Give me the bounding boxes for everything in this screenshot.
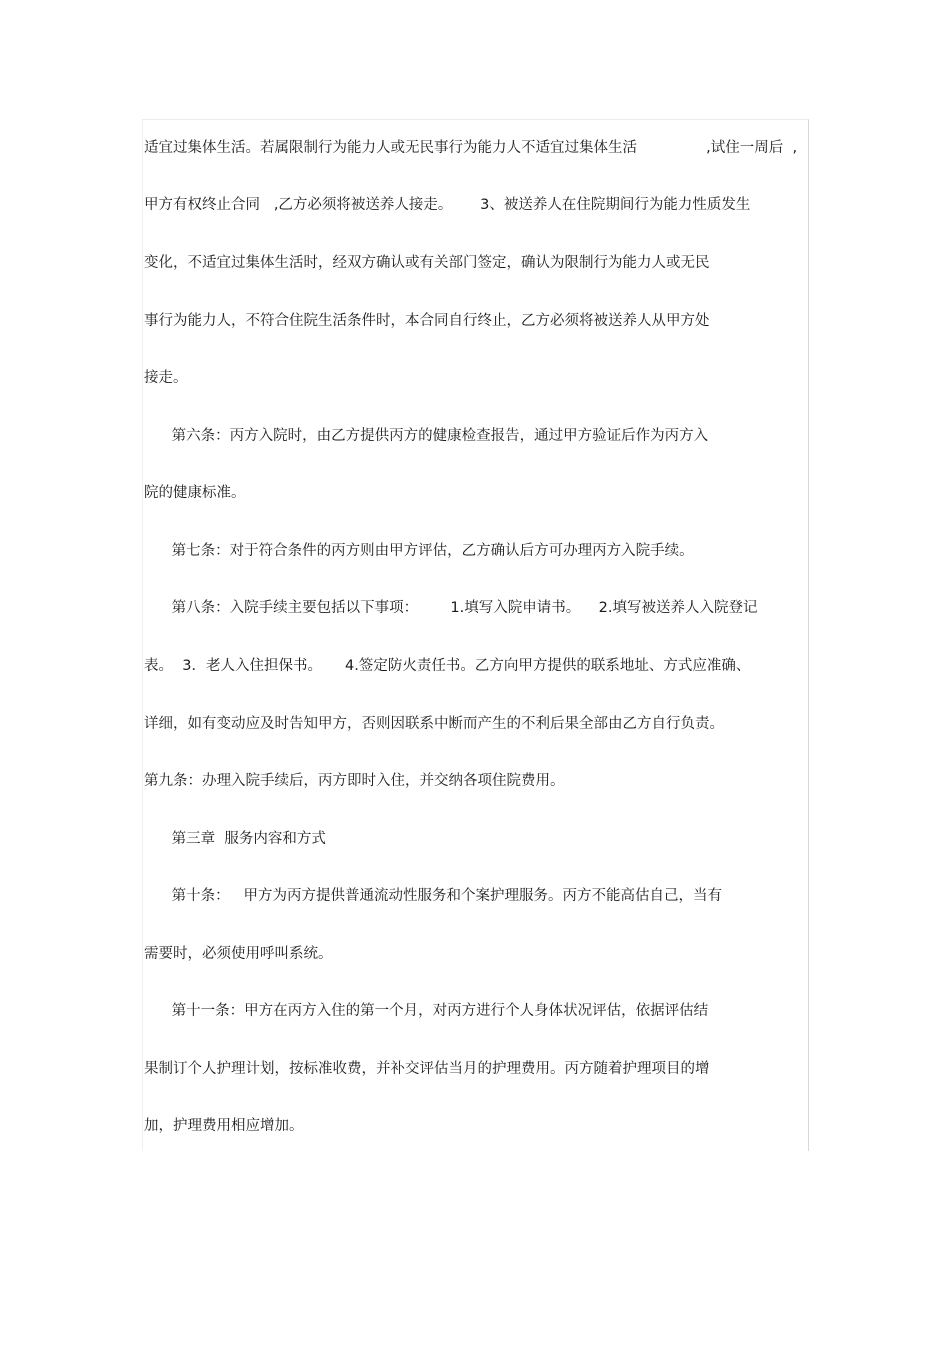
- text-line: 加，护理费用相应增加。: [144, 1118, 304, 1134]
- text-line: 第六条：丙方入院时，由乙方提供丙方的健康检查报告，通过甲方验证后作为丙方入: [144, 428, 709, 444]
- text-line: 详细，如有变动应及时告知甲方，否则因联系中断而产生的不利后果全部由乙方自行负责。: [144, 716, 724, 732]
- text-line: 第七条：对于符合条件的丙方则由甲方评估，乙方确认后方可办理丙方入院手续。: [144, 543, 694, 559]
- text-line: 适宜过集体生活。若属限制行为能力人或无民事行为能力人不适宜过集体生活 ,试住一周后 ,: [144, 140, 798, 156]
- page-frame: [142, 119, 809, 1151]
- text-line: 事行为能力人，不符合住院生活条件时，本合同自行终止，乙方必须将被送养人从甲方处: [144, 313, 710, 329]
- text-line: 第九条：办理入院手续后，丙方即时入住，并交纳各项住院费用。: [144, 773, 565, 789]
- text-line: 变化，不适宜过集体生活时，经双方确认或有关部门签定，确认为限制行为能力人或无民: [144, 255, 710, 271]
- text-line: 接走。: [144, 370, 188, 386]
- text-line: 甲方有权终止合同 ,乙方必须将被送养人接走。 3、被送养人在住院期间行为能力性质发生: [144, 197, 751, 213]
- text-line: 果制订个人护理计划，按标准收费，并补交评估当月的护理费用。丙方随着护理项目的增: [144, 1061, 710, 1077]
- text-line: 表。 3．老人入住担保书。 4.签定防火责任书。乙方向甲方提供的联系地址、方式应准确、: [144, 658, 751, 674]
- text-line: 第十条： 甲方为丙方提供普通流动性服务和个案护理服务。丙方不能高估自己，当有: [144, 888, 722, 904]
- text-line: 需要时，必须使用呼叫系统。: [144, 946, 333, 962]
- text-line: 院的健康标准。: [144, 485, 246, 501]
- text-line: 第八条：入院手续主要包括以下事项： 1.填写入院申请书。 2.填写被送养人入院登记: [144, 600, 758, 616]
- section-heading: 第三章 服务内容和方式: [144, 831, 326, 847]
- text-line: 第十一条：甲方在丙方入住的第一个月，对丙方进行个人身体状况评估，依据评估结: [144, 1003, 709, 1019]
